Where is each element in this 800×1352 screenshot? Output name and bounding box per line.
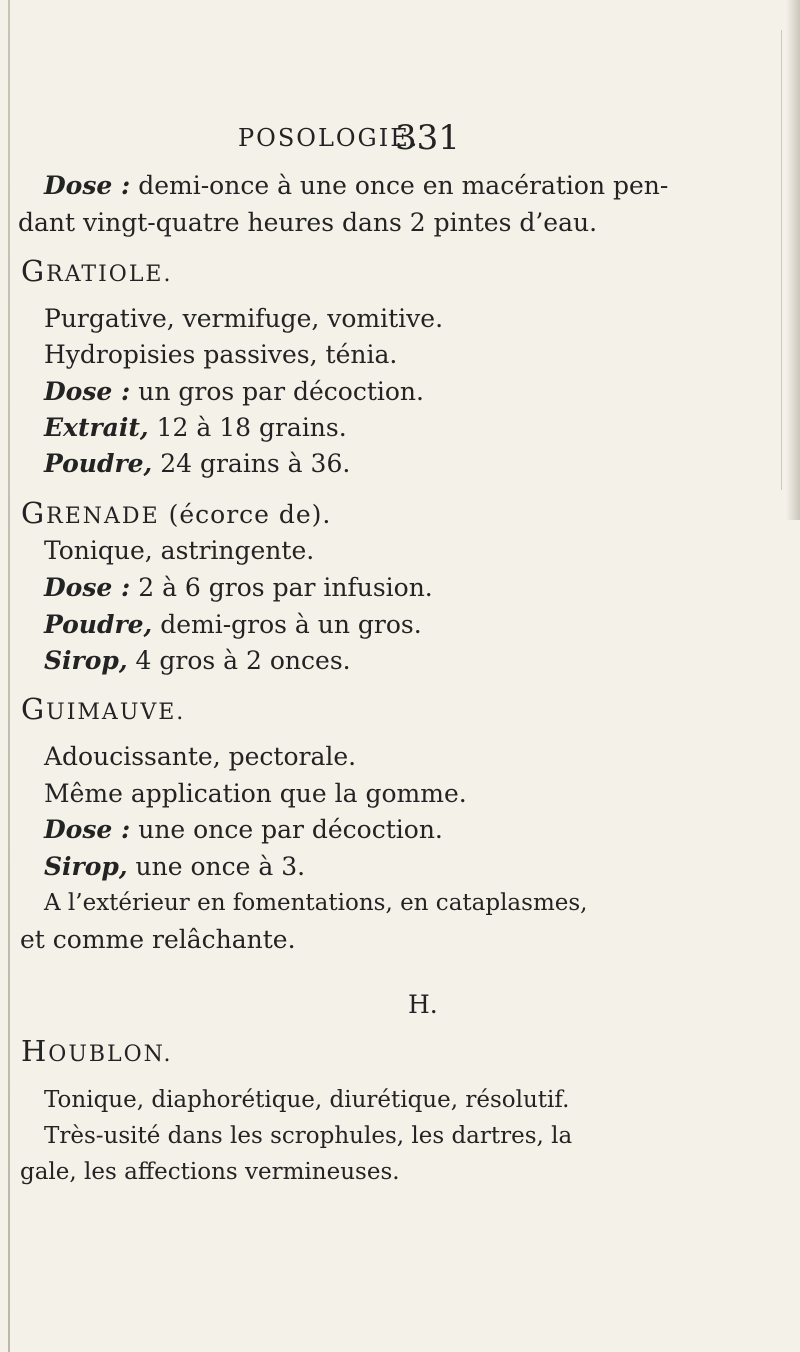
entry-heading-houblon [21, 1036, 173, 1070]
line-text: 12 à 18 grains. [148, 413, 347, 442]
dose-label: Dose : [44, 815, 131, 844]
heading-rest: OUBLON. [48, 1042, 173, 1067]
running-head: POSOLOGIE. [238, 124, 420, 152]
line-text: 24 grains à 36. [152, 449, 351, 478]
line-text: gale, les affections vermineuses. [20, 1159, 400, 1185]
dose-label: Dose : [44, 377, 131, 406]
line-text: A l’extérieur en fomentations, en cataplasmes, [44, 890, 588, 916]
text-line [44, 610, 422, 640]
poudre-label: Poudre, [44, 449, 153, 478]
text-line [44, 573, 433, 603]
heading-initial: G [21, 254, 47, 288]
line-text: Tonique, diaphorétique, diurétique, résolutif. [44, 1087, 570, 1113]
entry-heading-grenade [21, 498, 331, 532]
text-line [44, 171, 668, 201]
poudre-label: Poudre, [44, 610, 153, 639]
text-line [44, 779, 467, 809]
line-text: une once par décoction. [130, 815, 443, 844]
line-text: Tonique, astringente. [44, 536, 315, 565]
entry-heading-guimauve [21, 694, 185, 728]
text-line [44, 1085, 569, 1115]
text-line [18, 208, 597, 238]
page-outer-edge [786, 0, 800, 520]
line-text: Très-usité dans les scrophules, les dartres, la [44, 1123, 573, 1149]
text-line [44, 413, 347, 443]
line-text: Hydropisies passives, ténia. [44, 340, 398, 369]
line-text: Purgative, vermifuge, vomitive. [44, 304, 444, 333]
text-line [44, 340, 397, 370]
text-line [44, 852, 305, 882]
line-text: dant vingt-quatre heures dans 2 pintes d’eau. [18, 208, 598, 237]
heading-initial: G [21, 496, 47, 530]
section-number: H. [408, 990, 438, 1019]
text-line [44, 449, 350, 479]
page-gutter-edge [8, 0, 10, 1352]
text-line [44, 646, 351, 676]
page-crease [781, 30, 782, 490]
heading-initial: G [21, 692, 47, 726]
extrait-label: Extrait, [44, 413, 149, 442]
entry-heading-gratiole [21, 256, 172, 290]
line-text: 4 gros à 2 onces. [127, 646, 351, 675]
line-text: une once à 3. [127, 852, 306, 881]
line-text: 2 à 6 gros par infusion. [130, 573, 433, 602]
text-line [44, 304, 443, 334]
line-text: Même application que la gomme. [44, 779, 467, 808]
heading-note: (écorce de). [159, 500, 332, 529]
text-line [44, 377, 424, 407]
text-line [44, 1121, 572, 1151]
line-text: et comme relâchante. [20, 925, 296, 954]
page-number: 331 [395, 118, 460, 158]
text-line [44, 888, 588, 918]
line-text: demi-once à une once en macération pen- [130, 171, 669, 200]
dose-label: Dose : [44, 171, 131, 200]
text-line [44, 815, 443, 845]
text-line [44, 536, 314, 566]
heading-rest: UIMAUVE. [46, 700, 186, 725]
sirop-label: Sirop, [44, 852, 128, 881]
line-text: un gros par décoction. [130, 377, 424, 406]
heading-initial: H [21, 1034, 49, 1068]
dose-label: Dose : [44, 573, 131, 602]
text-line [44, 742, 356, 772]
line-text: Adoucissante, pectorale. [44, 742, 357, 771]
heading-rest: RATIOLE. [46, 262, 173, 287]
sirop-label: Sirop, [44, 646, 128, 675]
text-line [20, 1157, 400, 1187]
text-line [20, 925, 296, 955]
page-header [0, 120, 800, 160]
line-text: demi-gros à un gros. [152, 610, 422, 639]
heading-rest: RENADE [46, 504, 160, 529]
